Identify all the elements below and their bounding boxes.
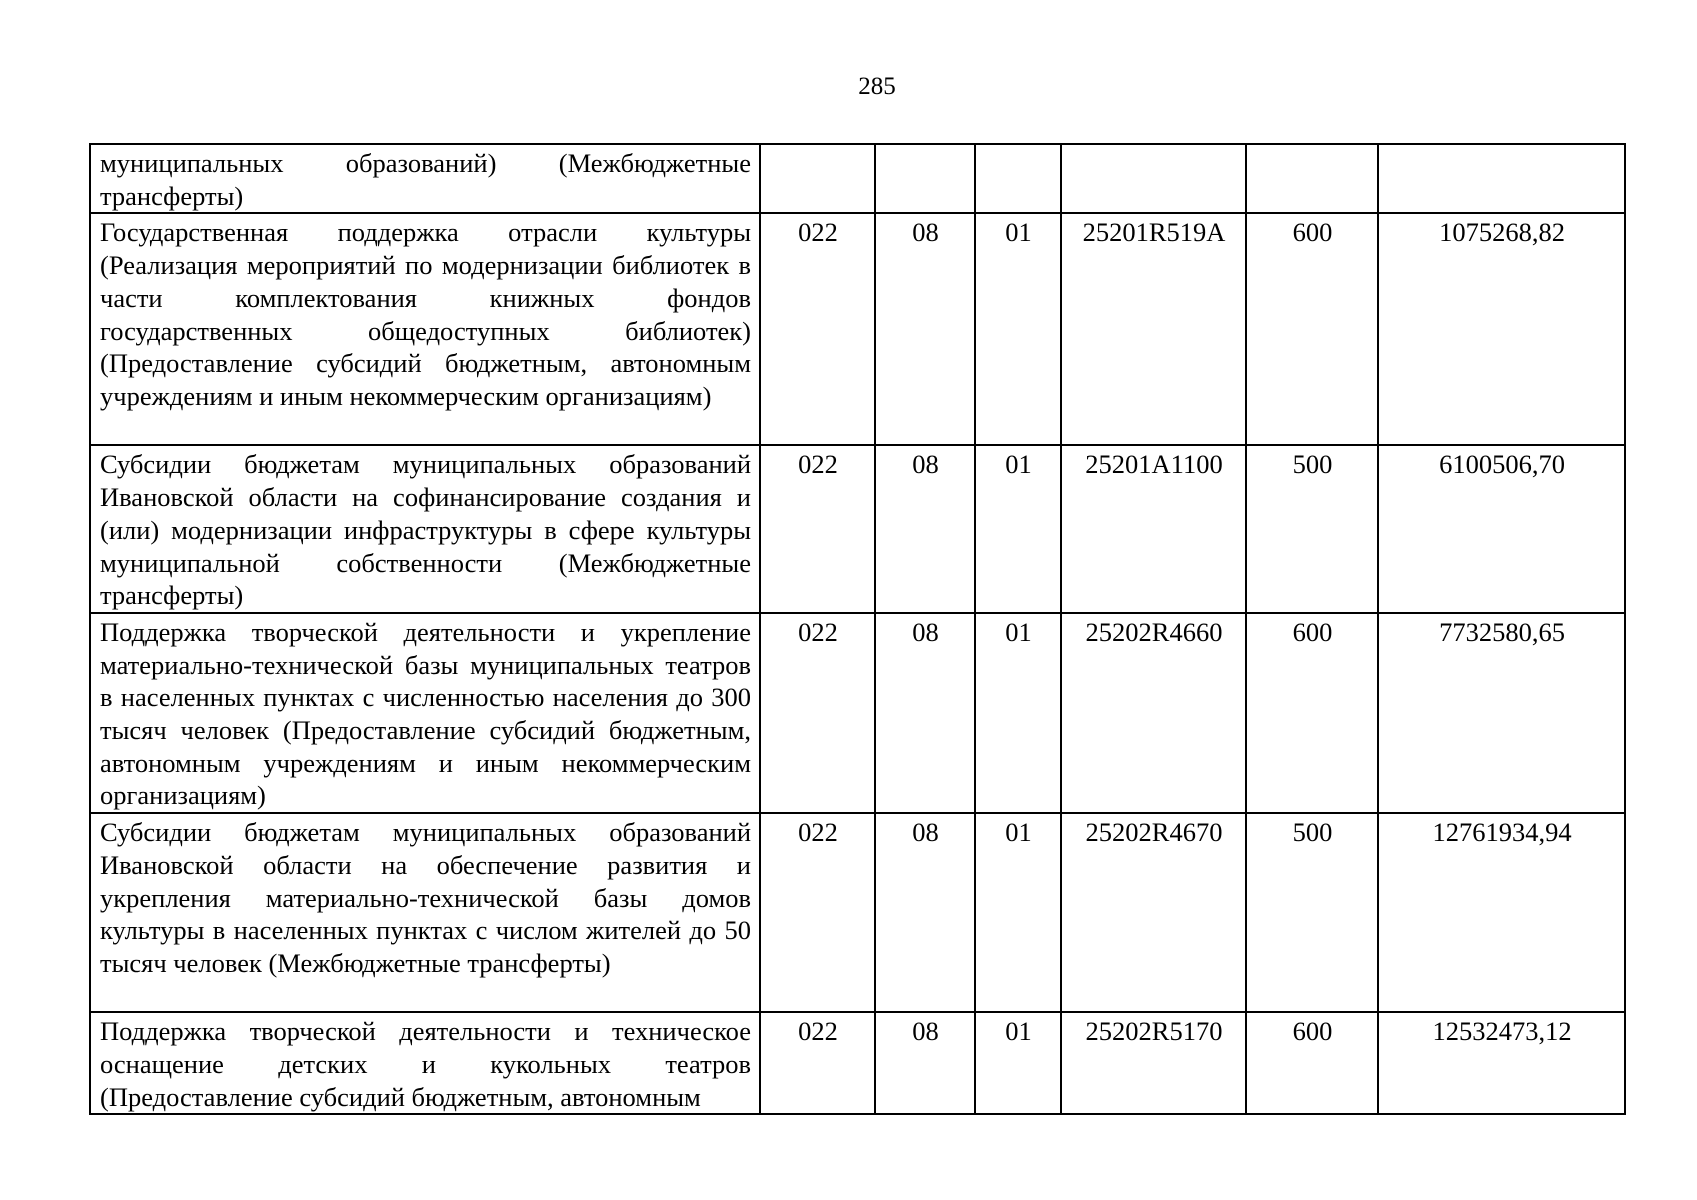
row-admin-code: 022 <box>760 813 875 1012</box>
row-subsection-code <box>975 144 1061 213</box>
row-amount: 1075268,82 <box>1378 213 1625 445</box>
row-section-code: 08 <box>875 445 975 613</box>
row-expense-type: 500 <box>1246 445 1378 613</box>
row-section-code <box>875 144 975 213</box>
row-subsection-code: 01 <box>975 613 1061 813</box>
table-row <box>90 813 1625 1012</box>
row-expense-type: 600 <box>1246 613 1378 813</box>
row-description: Поддержка творческой деятельности и укрепление материально-технической базы муниципальных театров в населенных пунктах с численностью населения до 300 тысяч человек (Предоставление субсидий бюджетным, автономным учреждениям и иным некоммерческим организациям) <box>90 613 760 813</box>
page-number: 285 <box>858 73 896 100</box>
row-admin-code: 022 <box>760 213 875 445</box>
row-target-article: 25201R519A <box>1061 213 1246 445</box>
row-description: Субсидии бюджетам муниципальных образований Ивановской области на софинансирование создания и (или) модернизации инфраструктуры в сфере культуры муниципальной собственности (Межбюджетные трансферты) <box>90 445 760 613</box>
row-admin-code <box>760 144 875 213</box>
row-expense-type <box>1246 144 1378 213</box>
row-subsection-code: 01 <box>975 1012 1061 1114</box>
row-target-article: 25202R4660 <box>1061 613 1246 813</box>
row-section-code: 08 <box>875 1012 975 1114</box>
row-subsection-code: 01 <box>975 213 1061 445</box>
row-expense-type: 600 <box>1246 1012 1378 1114</box>
row-description: Субсидии бюджетам муниципальных образований Ивановской области на обеспечение развития и укрепления материально-технической базы домов культуры в населенных пунктах с числом жителей до 50 тысяч человек (Межбюджетные трансферты) <box>90 813 760 1012</box>
row-admin-code: 022 <box>760 445 875 613</box>
table-row <box>90 445 1625 613</box>
row-admin-code: 022 <box>760 613 875 813</box>
row-expense-type: 600 <box>1246 213 1378 445</box>
row-amount: 12761934,94 <box>1378 813 1625 1012</box>
row-admin-code: 022 <box>760 1012 875 1114</box>
row-section-code: 08 <box>875 613 975 813</box>
table-row <box>90 1012 1625 1114</box>
row-description: Поддержка творческой деятельности и техническое оснащение детских и кукольных театров (Предоставление субсидий бюджетным, автономным <box>90 1012 760 1114</box>
row-subsection-code: 01 <box>975 445 1061 613</box>
budget-table <box>89 143 1626 1115</box>
row-section-code: 08 <box>875 813 975 1012</box>
table-row <box>90 613 1625 813</box>
row-amount <box>1378 144 1625 213</box>
row-description: Государственная поддержка отрасли культуры (Реализация мероприятий по модернизации библиотек в части комплектования книжных фондов государственных общедоступных библиотек) (Предоставление субсидий бюджетным, автономным учреждениям и иным некоммерческим организациям) <box>90 213 760 445</box>
row-amount: 7732580,65 <box>1378 613 1625 813</box>
row-expense-type: 500 <box>1246 813 1378 1012</box>
row-section-code: 08 <box>875 213 975 445</box>
row-subsection-code: 01 <box>975 813 1061 1012</box>
row-amount: 12532473,12 <box>1378 1012 1625 1114</box>
row-target-article: 25201A1100 <box>1061 445 1246 613</box>
row-target-article <box>1061 144 1246 213</box>
row-target-article: 25202R5170 <box>1061 1012 1246 1114</box>
table-row <box>90 144 1625 213</box>
row-amount: 6100506,70 <box>1378 445 1625 613</box>
table-row <box>90 213 1625 445</box>
row-description: муниципальных образований) (Межбюджетные трансферты) <box>90 144 760 213</box>
row-target-article: 25202R4670 <box>1061 813 1246 1012</box>
